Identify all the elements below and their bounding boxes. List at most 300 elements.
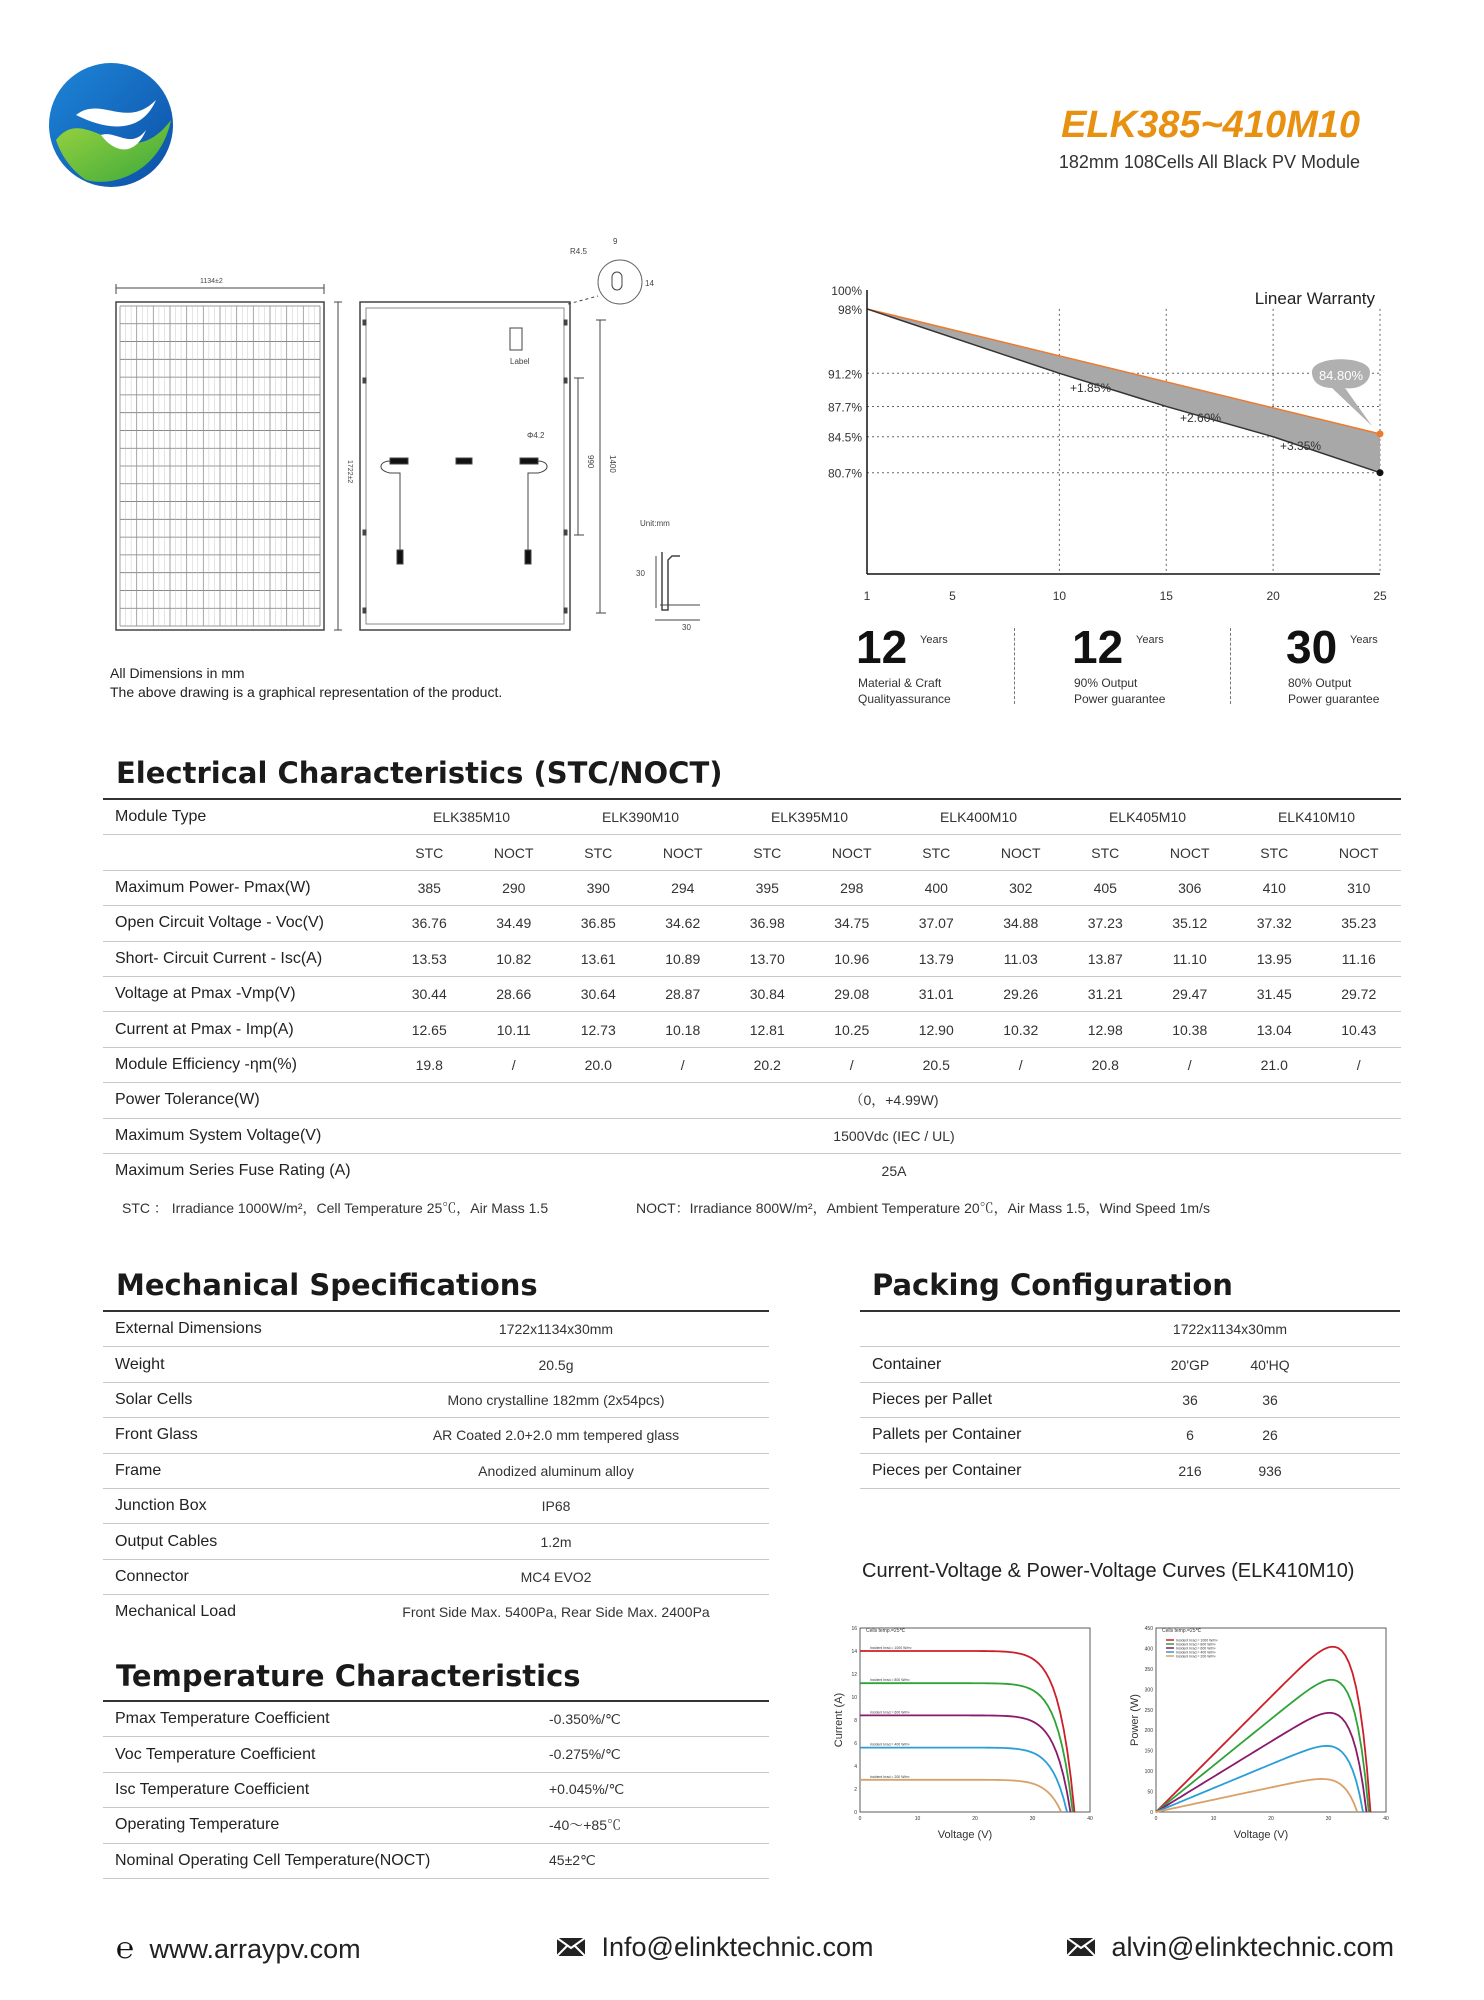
table-cell: 1.2m <box>343 1524 769 1559</box>
table-row <box>103 1772 769 1807</box>
y-tick-label: 50 <box>1147 1789 1153 1796</box>
row-label: Mechanical Load <box>115 1603 236 1621</box>
y-tick-label: 200 <box>1144 1728 1153 1735</box>
y-tick-label: 8 <box>854 1718 857 1724</box>
x-tick-label: 30 <box>1325 1816 1332 1822</box>
table-cell: 35.23 <box>1317 906 1402 941</box>
row-label: Voc Temperature Coefficient <box>103 1737 463 1772</box>
row-label: Voltage at Pmax -Vmp(V) <box>103 976 387 1011</box>
table-cell: 302 <box>979 870 1064 905</box>
warranty-years-unit: Years <box>1350 634 1378 646</box>
table-cell: 410 <box>1232 870 1317 905</box>
table-cell: 12.90 <box>894 1012 979 1047</box>
module-type-label: Module Type <box>103 800 387 835</box>
x-tick-label: 20 <box>1266 589 1280 603</box>
curve-series <box>1156 1779 1357 1812</box>
mechanical-table <box>103 1312 769 1630</box>
web-icon: ℮ <box>116 1932 135 1965</box>
row-label: Frame <box>103 1453 343 1488</box>
y-tick-label: 98% <box>837 302 862 317</box>
dim-990-label: 990 <box>586 455 595 469</box>
table-cell: 405 <box>1063 870 1148 905</box>
table-cell: 29.47 <box>1148 976 1233 1011</box>
table-cell: / <box>810 1047 895 1082</box>
y-tick-label: 84.5% <box>827 430 862 445</box>
table-cell: Mono crystalline 182mm (2x54pcs) <box>343 1382 769 1417</box>
x-tick-label: 20 <box>972 1816 978 1822</box>
drawing-note-1: All Dimensions in mm <box>110 665 245 681</box>
model-header: ELK400M10 <box>894 800 1063 835</box>
row-label: Junction Box <box>103 1488 343 1523</box>
table-cell: 13.61 <box>556 941 641 976</box>
y-tick-label: 250 <box>1144 1707 1153 1714</box>
warranty-line-2: Power guarantee <box>1074 692 1166 706</box>
empty-cell <box>103 835 387 870</box>
email-alvin-text: alvin@elinktechnic.com <box>1111 1932 1395 1962</box>
table-cell: 290 <box>472 870 557 905</box>
unit-label: Unit:mm <box>640 519 670 528</box>
table-row <box>103 1083 1401 1118</box>
y-tick-label: 91.2% <box>827 367 862 382</box>
empty-cell <box>1310 1312 1400 1347</box>
email-info-text: Info@elinktechnic.com <box>601 1932 874 1962</box>
table-cell: 10.18 <box>641 1012 726 1047</box>
stc-header: STC <box>725 835 810 870</box>
warranty-divider <box>1230 628 1231 704</box>
table-cell: 10.25 <box>810 1012 895 1047</box>
noct-header: NOCT <box>1317 835 1402 870</box>
table-cell: 395 <box>725 870 810 905</box>
table-row <box>860 1418 1400 1453</box>
table-cell: 12.98 <box>1063 1012 1148 1047</box>
mail-icon <box>556 1932 594 1962</box>
table-row <box>103 1118 1401 1153</box>
row-label: Isc Temperature Coefficient <box>103 1772 463 1807</box>
empty-cell <box>860 1312 1150 1347</box>
row-label: Weight <box>103 1347 343 1382</box>
legend-entry: Incident Irrad.= 600 W/m² <box>1176 1646 1216 1651</box>
empty-cell <box>1310 1453 1400 1488</box>
table-cell: 36 <box>1230 1382 1310 1417</box>
table-row <box>103 1453 769 1488</box>
row-label: Container <box>860 1347 1150 1382</box>
warranty-years-unit: Years <box>1136 634 1164 646</box>
warranty-line-2: Qualityassurance <box>858 692 951 706</box>
y-tick-label: 450 <box>1144 1626 1153 1632</box>
curves-title: Current-Voltage & Power-Voltage Curves (ELK410M10) <box>862 1560 1355 1582</box>
table-cell: 20.2 <box>725 1047 810 1082</box>
y-tick-label: 400 <box>1144 1646 1153 1653</box>
table-cell: -0.275%/℃ <box>463 1737 769 1772</box>
row-label: Pieces per Container <box>860 1453 1150 1488</box>
packing-dims: 1722x1134x30mm <box>1150 1312 1310 1347</box>
table-cell: 10.89 <box>641 941 726 976</box>
y-tick-label: 100% <box>831 284 862 298</box>
noct-header: NOCT <box>810 835 895 870</box>
table-cell: 31.01 <box>894 976 979 1011</box>
table-cell: 20.5 <box>894 1047 979 1082</box>
table-row <box>103 1153 1401 1188</box>
footer-email-alvin[interactable] <box>1066 1932 1394 1963</box>
table-cell: 34.75 <box>810 906 895 941</box>
table-cell: 25A <box>881 1163 907 1180</box>
packing-table <box>860 1312 1400 1489</box>
table-cell: 13.04 <box>1232 1012 1317 1047</box>
warranty-annot-3: +3.35% <box>1280 439 1322 453</box>
curve-series <box>1156 1746 1363 1812</box>
model-title: ELK385~410M10 <box>1061 104 1360 146</box>
table-cell: 36.85 <box>556 906 641 941</box>
table-cell: 12.65 <box>387 1012 472 1047</box>
table-cell: 28.87 <box>641 976 726 1011</box>
stc-header: STC <box>556 835 641 870</box>
table-row <box>103 1488 769 1523</box>
table-row <box>103 870 1401 905</box>
table-cell: 13.87 <box>1063 941 1148 976</box>
iv-curve-chart <box>832 1620 1112 1845</box>
model-header: ELK410M10 <box>1232 800 1401 835</box>
row-label: Open Circuit Voltage - Voc(V) <box>103 906 387 941</box>
table-cell: 45±2℃ <box>463 1843 769 1878</box>
table-row <box>103 1702 769 1737</box>
y-tick-label: 4 <box>854 1764 857 1770</box>
row-label: Nominal Operating Cell Temperature(NOCT) <box>103 1843 463 1878</box>
table-cell: 34.62 <box>641 906 726 941</box>
legend-entry: Incident Irrad.= 800 W/m² <box>1176 1642 1216 1647</box>
linear-warranty-chart <box>800 280 1400 610</box>
table-cell: 6 <box>1150 1418 1230 1453</box>
warranty-block <box>1072 620 1252 710</box>
mail-icon <box>1066 1932 1104 1962</box>
table-cell: 294 <box>641 870 726 905</box>
row-label: Current at Pmax - Imp(A) <box>103 1012 387 1047</box>
y-tick-label: 300 <box>1144 1687 1153 1694</box>
stc-header: STC <box>387 835 472 870</box>
warranty-line-2: Power guarantee <box>1288 692 1380 706</box>
table-cell: 37.07 <box>894 906 979 941</box>
model-header: ELK405M10 <box>1063 800 1232 835</box>
table-cell: 10.43 <box>1317 1012 1402 1047</box>
y-tick-label: 100 <box>1144 1769 1153 1776</box>
table-cell: 34.49 <box>472 906 557 941</box>
width-dimension-label: 1134±2 <box>200 278 223 285</box>
table-row <box>103 1012 1401 1047</box>
table-cell: 29.72 <box>1317 976 1402 1011</box>
table-cell: 37.23 <box>1063 906 1148 941</box>
warranty-block <box>856 620 1036 710</box>
table-row <box>103 1418 769 1453</box>
table-cell: 35.12 <box>1148 906 1233 941</box>
table-row <box>860 1382 1400 1417</box>
y-tick-label: 2 <box>854 1787 857 1793</box>
table-cell: MC4 EVO2 <box>343 1559 769 1594</box>
table-cell: 390 <box>556 870 641 905</box>
stc-noct-row <box>103 835 1401 870</box>
stc-header: STC <box>1232 835 1317 870</box>
temperature-table <box>103 1702 769 1879</box>
dim-1400-label: 1400 <box>608 455 617 473</box>
table-cell: 12.81 <box>725 1012 810 1047</box>
noct-note: NOCT：Irradiance 800W/m²，Ambient Temperature 20℃，Air Mass 1.5，Wind Speed 1m/s <box>636 1200 1210 1216</box>
stc-note: STC ： Irradiance 1000W/m²，Cell Temperature 25℃，Air Mass 1.5 <box>122 1200 549 1216</box>
legend-entry: Incident Irrad.= 400 W/m² <box>1176 1650 1216 1655</box>
legend-entry: Incident Irrad.= 1000 W/m² <box>870 1646 912 1650</box>
x-tick-label: 30 <box>1029 1816 1036 1822</box>
y-tick-label: 80.7% <box>827 466 862 481</box>
y-tick-label: 12 <box>851 1672 857 1678</box>
x-tick-label: 1 <box>863 589 871 603</box>
warranty-years-unit: Years <box>920 634 948 646</box>
warranty-chart-title: Linear Warranty <box>1254 289 1375 308</box>
table-cell: 10.38 <box>1148 1012 1233 1047</box>
y-tick-label: 6 <box>854 1741 857 1747</box>
table-cell: 13.70 <box>725 941 810 976</box>
profile-width-label: 30 <box>682 623 691 632</box>
table-cell: 12.73 <box>556 1012 641 1047</box>
table-cell: 216 <box>1150 1453 1230 1488</box>
model-header: ELK395M10 <box>725 800 894 835</box>
packing-dims-row <box>860 1312 1400 1347</box>
table-row <box>103 1524 769 1559</box>
row-label: Maximum System Voltage(V) <box>103 1118 387 1153</box>
table-cell: 30.64 <box>556 976 641 1011</box>
table-cell: 31.21 <box>1063 976 1148 1011</box>
hole-r45-label: R4.5 <box>570 247 587 256</box>
stc-header: STC <box>894 835 979 870</box>
warranty-years-number: 12 <box>856 621 908 673</box>
table-cell: 40'HQ <box>1230 1347 1310 1382</box>
table-cell: 28.66 <box>472 976 557 1011</box>
x-tick-label: 15 <box>1159 589 1173 603</box>
row-label: Operating Temperature <box>103 1808 463 1843</box>
drawing-notes <box>110 664 502 702</box>
table-row <box>860 1453 1400 1488</box>
table-cell: 20'GP <box>1150 1347 1230 1382</box>
table-row <box>103 976 1401 1011</box>
row-label: External Dimensions <box>103 1312 343 1347</box>
table-cell: 298 <box>810 870 895 905</box>
y-tick-label: 10 <box>851 1695 857 1701</box>
x-tick-label: 0 <box>1154 1816 1158 1822</box>
table-cell: 26 <box>1230 1418 1310 1453</box>
table-cell: 13.79 <box>894 941 979 976</box>
table-cell: 30.44 <box>387 976 472 1011</box>
table-cell: Front Side Max. 5400Pa, Rear Side Max. 2400Pa <box>402 1604 710 1621</box>
y-axis-label: Current (A) <box>833 1692 845 1748</box>
x-axis-label: Voltage (V) <box>937 1829 993 1841</box>
table-cell: +0.045%/℃ <box>463 1772 769 1807</box>
table-cell: 10.96 <box>810 941 895 976</box>
row-label: Maximum Series Fuse Rating (A) <box>115 1162 351 1180</box>
drawing-note-2: The above drawing is a graphical representation of the product. <box>110 684 503 700</box>
table-cell: -40～+85℃ <box>463 1808 769 1843</box>
warranty-years-number: 30 <box>1286 621 1338 673</box>
x-tick-label: 25 <box>1373 589 1387 603</box>
table-row <box>103 1843 769 1878</box>
row-label: Connector <box>103 1559 343 1594</box>
table-row <box>103 1347 769 1382</box>
table-cell: AR Coated 2.0+2.0 mm tempered glass <box>343 1418 769 1453</box>
electrical-table <box>103 800 1401 1188</box>
curve-caption: Cells temp.=25℃ <box>866 1628 906 1634</box>
footer-website[interactable] <box>116 1932 361 1966</box>
x-tick-label: 10 <box>1052 589 1067 603</box>
y-tick-label: 0 <box>1150 1810 1153 1816</box>
packing-title: Packing Configuration <box>872 1268 1233 1302</box>
table-cell: 385 <box>387 870 472 905</box>
warranty-block <box>1286 620 1466 710</box>
label-tag: Label <box>510 357 530 366</box>
table-cell: 11.10 <box>1148 941 1233 976</box>
table-cell: 36.76 <box>387 906 472 941</box>
pv-curve-chart <box>1128 1620 1408 1845</box>
warranty-divider <box>1014 628 1015 704</box>
warranty-guaranteed-line <box>867 309 1380 434</box>
noct-header: NOCT <box>1148 835 1233 870</box>
table-cell: 1500Vdc (IEC / UL) <box>387 1118 1401 1153</box>
row-label: Module Efficiency -ηm(%) <box>103 1047 387 1082</box>
table-row <box>103 1047 1401 1082</box>
row-label: Pallets per Container <box>860 1418 1150 1453</box>
dim-9-label: 9 <box>613 237 618 246</box>
curve-series <box>1156 1647 1370 1812</box>
table-row <box>103 1595 769 1630</box>
footer-email-info[interactable] <box>556 1932 874 1963</box>
table-cell: 10.32 <box>979 1012 1064 1047</box>
y-tick-label: 150 <box>1144 1748 1153 1755</box>
table-cell: 11.16 <box>1317 941 1402 976</box>
warranty-annot-2: +2.60% <box>1180 411 1222 425</box>
hole-phi42-label: Φ4.2 <box>527 431 545 440</box>
table-cell: / <box>1148 1047 1233 1082</box>
table-row <box>103 906 1401 941</box>
empty-cell <box>1310 1418 1400 1453</box>
warranty-end-point-bottom <box>1377 469 1384 476</box>
table-cell: 310 <box>1317 870 1402 905</box>
profile-height-label: 30 <box>636 569 645 578</box>
warranty-annot-1: +1.85% <box>1070 381 1112 395</box>
table-row <box>103 1559 769 1594</box>
table-cell: 29.08 <box>810 976 895 1011</box>
table-cell: 30.84 <box>725 976 810 1011</box>
table-cell: 36.98 <box>725 906 810 941</box>
table-cell: 10.11 <box>472 1012 557 1047</box>
y-tick-label: 87.7% <box>827 400 862 415</box>
curve-caption: Cells temp.=25℃ <box>1162 1628 1202 1634</box>
row-label: Short- Circuit Current - Isc(A) <box>103 941 387 976</box>
row-label: Output Cables <box>103 1524 343 1559</box>
table-cell: 400 <box>894 870 979 905</box>
dim-14-label: 14 <box>645 279 654 288</box>
table-cell: / <box>472 1047 557 1082</box>
noct-header: NOCT <box>641 835 726 870</box>
curve-series <box>860 1780 1061 1812</box>
x-tick-label: 0 <box>858 1816 862 1822</box>
table-cell: 19.8 <box>387 1047 472 1082</box>
temperature-title: Temperature Characteristics <box>116 1659 581 1693</box>
table-cell: 21.0 <box>1232 1047 1317 1082</box>
legend-entry: Incident Irrad.= 1000 W/m² <box>1176 1638 1218 1643</box>
table-cell: 29.26 <box>979 976 1064 1011</box>
table-cell: -0.350%/℃ <box>463 1702 769 1737</box>
y-axis-label: Power (W) <box>1129 1694 1141 1746</box>
row-label: Pmax Temperature Coefficient <box>103 1702 463 1737</box>
table-cell: 10.82 <box>472 941 557 976</box>
table-row <box>103 1737 769 1772</box>
table-row <box>103 1382 769 1417</box>
table-cell: （0，+4.99W) <box>387 1083 1401 1118</box>
legend-entry: Incident Irrad.= 800 W/m² <box>870 1678 910 1683</box>
row-label: Maximum Power- Pmax(W) <box>103 870 387 905</box>
table-cell: / <box>979 1047 1064 1082</box>
warranty-line-1: 80% Output <box>1288 676 1352 690</box>
table-cell: 20.5g <box>343 1347 769 1382</box>
model-header: ELK385M10 <box>387 800 556 835</box>
warranty-line-1: 90% Output <box>1074 676 1138 690</box>
y-tick-label: 16 <box>851 1626 857 1632</box>
table-cell: 306 <box>1148 870 1233 905</box>
warranty-line-1: Material & Craft <box>858 676 942 690</box>
table-row <box>103 1312 769 1347</box>
table-cell: 20.0 <box>556 1047 641 1082</box>
model-header: ELK390M10 <box>556 800 725 835</box>
row-label: Power Tolerance(W) <box>103 1083 387 1118</box>
warranty-end-point-top <box>1377 430 1384 437</box>
x-tick-label: 40 <box>1383 1816 1389 1822</box>
height-dimension-label: 1722±2 <box>346 460 353 484</box>
table-cell: 936 <box>1230 1453 1310 1488</box>
curve-series <box>860 1715 1070 1812</box>
warranty-bubble-label: 84.80% <box>1318 368 1364 383</box>
warranty-years-number: 12 <box>1072 621 1124 673</box>
x-tick-label: 20 <box>1268 1816 1274 1822</box>
y-tick-label: 0 <box>854 1810 857 1816</box>
table-cell: 11.03 <box>979 941 1064 976</box>
legend-entry: Incident Irrad.= 200 W/m² <box>1176 1654 1216 1659</box>
mechanical-title: Mechanical Specifications <box>116 1268 538 1302</box>
table-cell: 1722x1134x30mm <box>343 1312 769 1347</box>
table-row <box>103 1808 769 1843</box>
table-cell: IP68 <box>343 1488 769 1523</box>
table-cell: 13.95 <box>1232 941 1317 976</box>
legend-entry: Incident Irrad.= 600 W/m² <box>870 1710 910 1715</box>
x-tick-label: 5 <box>949 589 956 603</box>
table-row <box>860 1347 1400 1382</box>
table-row <box>103 941 1401 976</box>
row-label: Front Glass <box>103 1418 343 1453</box>
table-cell: / <box>641 1047 726 1082</box>
noct-header: NOCT <box>472 835 557 870</box>
plot-frame <box>860 1628 1090 1812</box>
y-tick-label: 14 <box>851 1649 857 1655</box>
x-tick-label: 10 <box>1210 1816 1217 1822</box>
row-label: Pieces per Pallet <box>860 1382 1150 1417</box>
table-cell: / <box>1317 1047 1402 1082</box>
noct-header: NOCT <box>979 835 1064 870</box>
empty-cell <box>1310 1382 1400 1417</box>
website-text: www.arraypv.com <box>149 1934 361 1964</box>
table-cell: 37.32 <box>1232 906 1317 941</box>
table-cell: 36 <box>1150 1382 1230 1417</box>
table-cell: 20.8 <box>1063 1047 1148 1082</box>
x-axis-label: Voltage (V) <box>1233 1829 1289 1841</box>
warranty-bubble <box>1312 359 1372 426</box>
x-tick-label: 40 <box>1087 1816 1093 1822</box>
table-cell: 13.53 <box>387 941 472 976</box>
table-cell: Anodized aluminum alloy <box>343 1453 769 1488</box>
empty-cell <box>1310 1347 1400 1382</box>
stc-header: STC <box>1063 835 1148 870</box>
